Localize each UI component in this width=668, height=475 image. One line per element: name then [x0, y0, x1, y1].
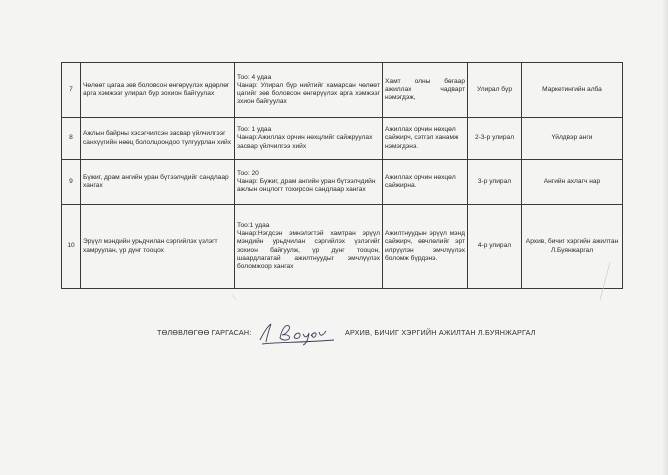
result-cell: Ажиллах орчин нөхцөл сайжирч, сэтгэл ханамж нэмэгдэнэ. [383, 118, 468, 160]
count-text: Тоо:1 удаа [237, 222, 270, 230]
responsible-cell: Маркетингийн алба [522, 63, 623, 118]
row-number: 7 [62, 63, 81, 118]
responsible-cell: Үйлдвэр анги [522, 118, 623, 160]
row-number: 10 [62, 205, 81, 289]
row-number: 8 [62, 118, 81, 160]
count-text: Тоо: 1 удаа [237, 126, 272, 134]
responsible-cell: Архив, бичиг хэргийн ажилтан Л.Буянжаргал [522, 205, 623, 289]
count-text: Тоо: 4 удаа [237, 73, 272, 81]
result-cell: Хамт олны бөгаар ажиллах чадварт нэмэгдэж, [383, 63, 468, 118]
count-text: Тоо: 20 [237, 169, 259, 177]
activity-cell: Чөлөөт цагаа зөв боловсон өнгөрүүлэх өдөрлөг арга хэмжээг улирал бүр зохион байгуулах [81, 63, 235, 118]
activity-cell: Бүжиг, драм ангийн уран бүтээлчдийг сандлаар хангах [81, 160, 235, 205]
page-edge-shadow [662, 0, 668, 475]
quality-text: Чанар: Бүжиг, драм ангийн уран бүтээлчдийн ажлын онцлогт тохирсон сандлаар хангах [237, 177, 376, 194]
prepared-by-label: ТӨЛӨВЛӨГӨӨ ГАРГАСАН: [157, 328, 252, 337]
responsible-cell: Ангийн ахлагч нар [522, 160, 623, 205]
time-cell: 3-р улирал [468, 160, 522, 205]
time-cell: 2-3-р улирал [468, 118, 522, 160]
row-number: 9 [62, 160, 81, 205]
result-cell: Ажиллах орчин нөхцөл сайжирна. [383, 160, 468, 205]
signer-title: АРХИВ, БИЧИГ ХЭРГИЙН АЖИЛТАН Л.БУЯНЖАРГАЛ [345, 328, 536, 337]
quality-text: Чанар:Нэгдсэн эмнэлэгтэй хамтран эрүүл мэндийн урьдчилан сэргийлэх үзлэгийг зохион байгуулж, үр дүнг тооцон, шаардлагатай ажилтнуудыг эмчлүүлэх боломжоор хангах [237, 230, 380, 270]
time-cell: Улирал бүр [468, 63, 522, 118]
activity-cell: Эрүүл мэндийн урьдчилан сэргийлэх үзлэгт хамруулан, үр дүнг тооцох [81, 205, 235, 289]
time-cell: 4-р улирал [468, 205, 522, 289]
result-cell: Ажилтнуудын эрүүл мэнд сайжирч, өвчлөлийг эрт илрүүлэн эмчлүүлэх боломж бүрдэнэ. [383, 205, 468, 289]
activity-cell: Ажлын байрны хэсэгчилсэн засвар үйлчилгээг санхүүгийн нөөц бололцоондоо тулгуурлан хийх [81, 118, 235, 160]
quality-text: Чанар: Улирал бүр нийтийг хамарсан чөлөөт цагийг зөв боловсон өнгөрүүлэх арга хэмжээг зхион байгуулах [237, 81, 380, 106]
quality-text: Чанар:Ажиллах орчин нөхцлийг сайжруулах засвар үйлчилгээ хийх [237, 134, 373, 150]
